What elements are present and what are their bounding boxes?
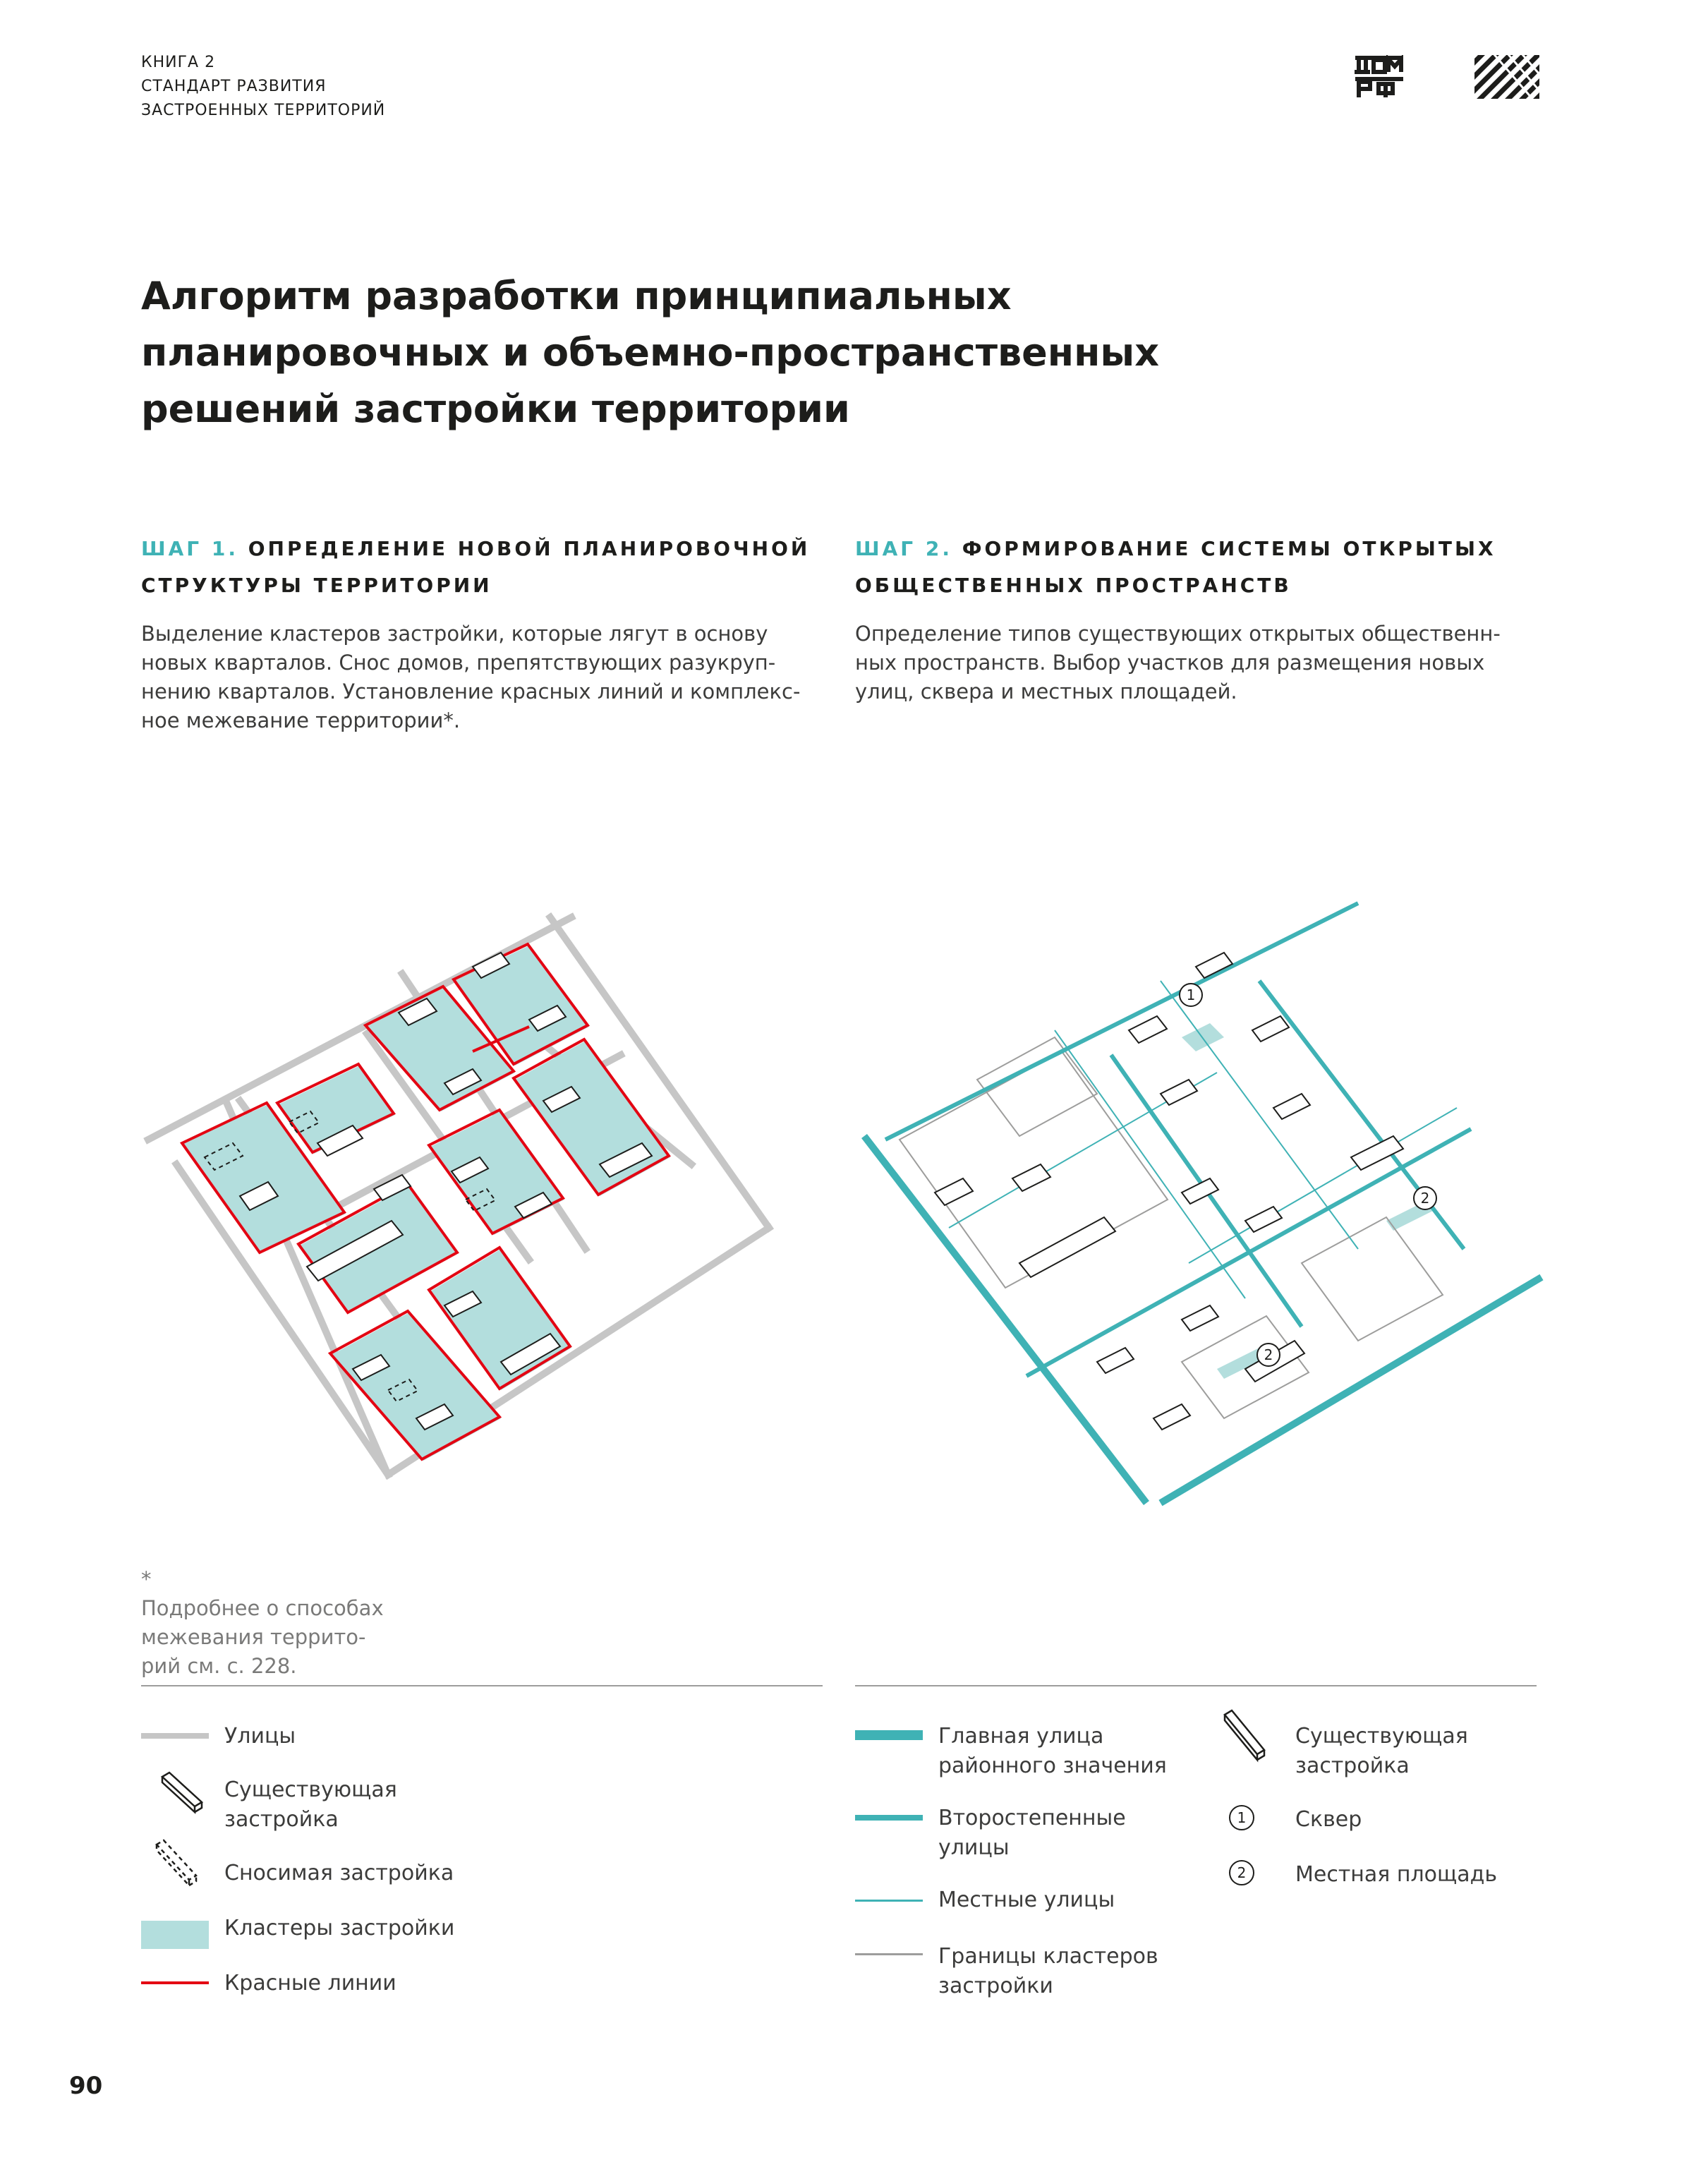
footnote-line: * xyxy=(141,1567,152,1591)
step2-description xyxy=(855,620,1501,706)
legend-divider-left xyxy=(141,1685,823,1686)
plaza-fills xyxy=(1182,1023,1436,1379)
step1-body-line: ное межевание территории*. xyxy=(141,708,461,732)
plaza-marker xyxy=(1414,1187,1436,1209)
legend-existing-label xyxy=(1295,1722,1468,1781)
legend-streets-label: Улицы xyxy=(224,1724,296,1749)
legend-red-lines-swatch xyxy=(141,1981,209,1984)
legend-main-street-line: Главная улица xyxy=(938,1724,1104,1749)
legend-main-street-label xyxy=(938,1722,1167,1781)
square-marker xyxy=(1180,984,1202,1006)
book-header xyxy=(141,51,385,123)
step1-title-line: ОПРЕДЕЛЕНИЕ НОВОЙ ПЛАНИРОВОЧНОЙ xyxy=(248,537,811,560)
legend-cluster-borders-label xyxy=(938,1942,1158,2001)
legend-local-streets-label: Местные улицы xyxy=(938,1888,1115,1912)
legend-red-lines-label: Красные линии xyxy=(224,1971,396,1996)
step1-description xyxy=(141,620,800,735)
footnote xyxy=(141,1565,384,1681)
footnote-line: межевания террито- xyxy=(141,1625,366,1649)
striped-pattern-logo xyxy=(1474,55,1539,99)
legend-divider-right xyxy=(855,1685,1537,1686)
plaza-marker-number: 2 xyxy=(1264,1346,1273,1363)
existing-building-icon xyxy=(157,1770,207,1815)
legend-cluster-borders-line: застройки xyxy=(938,1974,1053,1998)
legend-plaza-label: Местная площадь xyxy=(1295,1862,1498,1887)
legend-secondary-line: улицы xyxy=(938,1835,1010,1860)
legend-main-street-line: районного значения xyxy=(938,1753,1167,1778)
page-title-line: планировочных и объемно-пространственных xyxy=(141,330,1160,375)
page-title-line: Алгоритм разработки принципиальных xyxy=(141,274,1012,318)
step2-number: ШАГ 2. xyxy=(855,537,952,560)
page-title xyxy=(141,268,1270,437)
step2-body-line: ных пространств. Выбор участков для размещения новых xyxy=(855,651,1485,675)
step1-title-line: СТРУКТУРЫ ТЕРРИТОРИИ xyxy=(141,574,492,597)
book-header-line: ЗАСТРОЕННЫХ ТЕРРИТОРИЙ xyxy=(141,102,386,119)
step1-number: ШАГ 1. xyxy=(141,537,238,560)
step2-heading xyxy=(855,531,1496,604)
footnote-line: рий см. с. 228. xyxy=(141,1654,297,1678)
footnote-line: Подробнее о способах xyxy=(141,1596,384,1620)
secondary-streets xyxy=(885,903,1471,1376)
legend-existing-line: застройка xyxy=(1295,1753,1410,1778)
legend-existing-line: Существующая xyxy=(1295,1724,1468,1749)
step1-body-line: новых кварталов. Снос домов, препятствующих разукруп- xyxy=(141,651,776,675)
legend-cluster-borders-swatch xyxy=(855,1953,923,1955)
legend-clusters-swatch xyxy=(141,1921,209,1949)
legend-secondary-line: Второстепенные xyxy=(938,1806,1126,1830)
page-number: 90 xyxy=(69,2072,103,2100)
step1-body-line: нению кварталов. Установление красных линий и комплекс- xyxy=(141,680,801,704)
step1-diagram xyxy=(134,868,825,1517)
book-header-line: СТАНДАРТ РАЗВИТИЯ xyxy=(141,78,327,95)
demolished-building-icon xyxy=(151,1837,207,1890)
legend-streets-swatch xyxy=(141,1733,209,1739)
step1-body-line: Выделение кластеров застройки, которые лягут в основу xyxy=(141,622,768,646)
legend-cluster-borders-line: Границы кластеров xyxy=(938,1944,1158,1969)
step2-diagram xyxy=(850,868,1549,1517)
plaza-marker-number: 2 xyxy=(1420,1190,1430,1207)
legend-local-streets-swatch xyxy=(855,1900,923,1902)
step2-body-line: улиц, сквера и местных площадей. xyxy=(855,680,1237,704)
plaza-marker-icon xyxy=(1228,1859,1256,1887)
legend-secondary-swatch xyxy=(855,1815,923,1821)
page-title-line: решений застройки территории xyxy=(141,387,850,431)
legend-main-street-swatch xyxy=(855,1730,923,1740)
legend-secondary-label xyxy=(938,1804,1126,1863)
step1-heading xyxy=(141,531,810,604)
step2-title-line: ФОРМИРОВАНИЕ СИСТЕМЫ ОТКРЫТЫХ xyxy=(962,537,1496,560)
plaza-marker-number: 2 xyxy=(1237,1864,1247,1881)
dom-rf-logo xyxy=(1353,55,1405,99)
legend-square-label: Сквер xyxy=(1295,1807,1362,1832)
step2-title-line: ОБЩЕСТВЕННЫХ ПРОСТРАНСТВ xyxy=(855,574,1292,597)
square-marker-number: 1 xyxy=(1237,1809,1247,1826)
legend-clusters-label: Кластеры застройки xyxy=(224,1916,455,1940)
existing-building-icon xyxy=(1219,1708,1270,1768)
square-marker-icon xyxy=(1228,1804,1256,1832)
legend-existing-label xyxy=(224,1775,397,1835)
step2-body-line: Определение типов существующих открытых общественн- xyxy=(855,622,1501,646)
square-marker-number: 1 xyxy=(1186,986,1196,1003)
legend-existing-line: Существующая xyxy=(224,1777,397,1802)
book-header-line: КНИГА 2 xyxy=(141,54,216,71)
plaza-marker xyxy=(1257,1344,1280,1366)
legend-existing-line: застройка xyxy=(224,1807,339,1832)
legend-demolished-label: Сносимая застройка xyxy=(224,1861,454,1885)
